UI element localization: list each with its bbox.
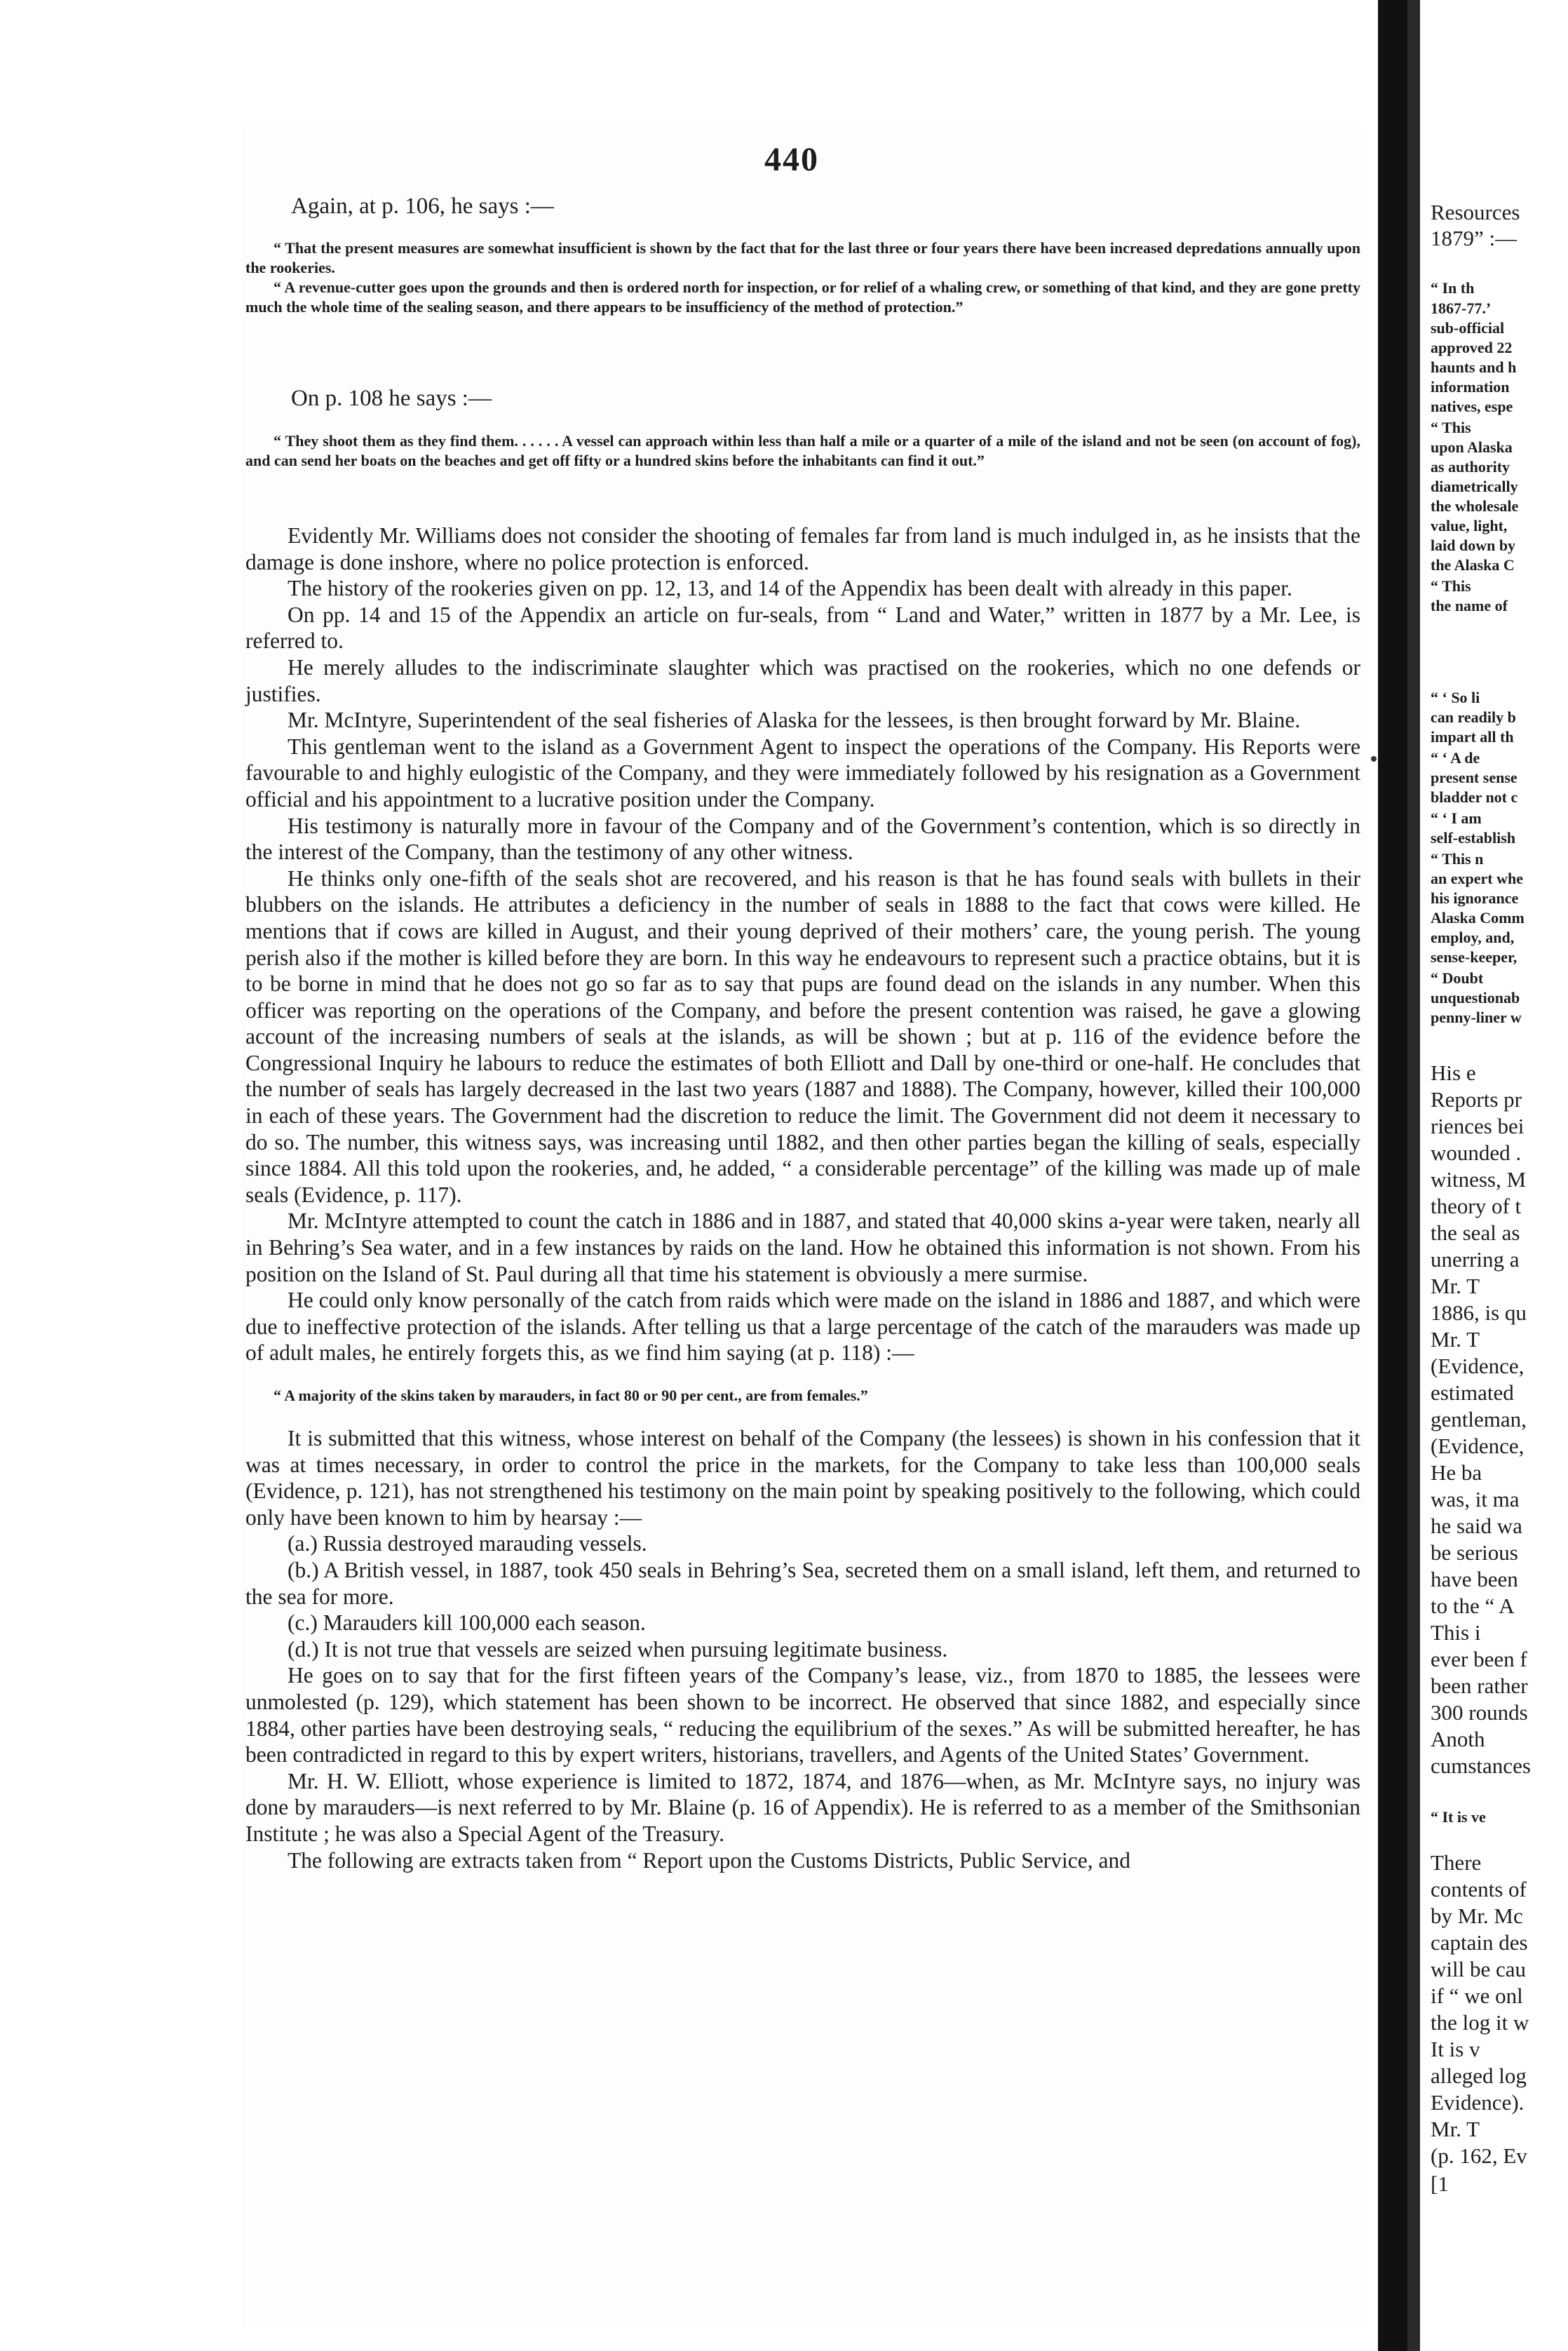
right-page-line: will be cau [1431, 1957, 1527, 1981]
right-page-line: alleged log [1431, 2063, 1527, 2088]
right-page-line: cumstances [1431, 1753, 1531, 1778]
right-page-line: the Alaska C [1431, 556, 1515, 574]
right-page-line: There [1431, 1850, 1482, 1875]
page-gutter-shadow [1407, 0, 1420, 2351]
right-page-line: captain des [1431, 1930, 1528, 1955]
right-page-line: an expert whe [1431, 870, 1523, 887]
right-page-line: estimated [1431, 1380, 1514, 1405]
right-page-line: It is v [1431, 2037, 1480, 2061]
right-page-line: ever been f [1431, 1647, 1527, 1671]
right-page-line: 1886, is qu [1431, 1300, 1527, 1325]
right-page-line: haunts and h [1431, 358, 1517, 376]
paragraph: Mr. McIntyre, Superintendent of the seal fisheries of Alaska for the lessees, is then brought forward by Mr. Blaine. [288, 708, 1301, 733]
right-page-line: can readily b [1431, 708, 1516, 726]
right-page-line: Alaska Comm [1431, 909, 1525, 927]
right-page-line: upon Alaska [1431, 438, 1513, 456]
paragraph: It is submitted that this witness, whose interest on behalf of the Company (the lessees) is shown in his confession that it was at times necessary, in order to control the price in the markets, for the Company to take less than 100,000 seals (Evidence, p. 121), has not strengthened his testimony on the main point by speaking positively to the following, which could only have been known to him by hearsay :— [245, 1426, 1360, 1530]
paragraph: Mr. McIntyre attempted to count the catch in 1886 and in 1887, and stated that 40,000 skins a-year were taken, nearly all in Behring’s Sea water, and in a few instances by raids on the land. How he obtained this information is not shown. From his position on the Island of St. Paul during all that time his statement is obviously a mere surmise. [245, 1208, 1360, 1286]
right-page-line: unquestionab [1431, 989, 1520, 1006]
right-page-line: unerring a [1431, 1247, 1520, 1272]
right-page-line: [1 [1431, 2171, 1449, 2196]
body-text [245, 523, 1360, 1873]
intro-2: On p. 108 he says :— [291, 386, 492, 411]
list-item: (c.) Marauders kill 100,000 each season. [288, 1610, 646, 1636]
quote-3: “ A majority of the skins taken by marauders, in fact 80 or 90 per cent., are from females.” [273, 1387, 868, 1404]
right-page-line: witness, M [1431, 1167, 1527, 1192]
right-page-line: his ignorance [1431, 889, 1519, 907]
right-page-line: 1867-77.’ [1431, 299, 1492, 317]
right-page-line: This i [1431, 1620, 1481, 1645]
paragraph: He could only know personally of the catch from raids which were made on the island in 1886 and 1887, and which were due to ineffective protection of the islands. After telling us that a large percentage of the catch of the marauders was made up of adult males, he entirely forgets this, as we find him saying (at p. 118) :— [245, 1288, 1360, 1366]
right-page-line: the seal as [1431, 1220, 1520, 1245]
right-page-line: He ba [1431, 1460, 1482, 1485]
quote-1-para: “ A revenue-cutter goes upon the grounds and then is ordered north for inspection, or for relief of a whaling crew, or something of that kind, and they are gone pretty much the whole time of the sealing season, and there appears to be insufficiency of the method of protection.” [245, 278, 1360, 316]
right-page-line: present sense [1431, 769, 1518, 786]
right-page-line: natives, espe [1431, 398, 1513, 415]
right-page-line: Reports pr [1431, 1087, 1522, 1112]
right-page-line: Mr. T [1431, 2117, 1480, 2141]
right-page-line: information [1431, 378, 1510, 396]
right-page-line: the name of [1431, 597, 1508, 614]
quote-2-para: “ They shoot them as they find them. . . . . . A vessel can approach within less than half a mile or a quarter of a mile of the island and not be seen (on account of fog), and can send her boats on the beaches and get off fifty or a hundred skins before the inhabitants can find it out.” [245, 432, 1360, 469]
right-page-line: His e [1431, 1060, 1476, 1085]
list-item: (d.) It is not true that vessels are seized when pursuing legitimate business. [288, 1636, 948, 1662]
right-page-line: riences bei [1431, 1114, 1525, 1138]
right-page-line: approved 22 [1431, 339, 1513, 356]
right-page-line: “ This [1431, 419, 1471, 436]
right-page-line: “ This [1431, 577, 1471, 595]
right-page-line: “ In th [1431, 279, 1475, 297]
right-page-line: wounded . [1431, 1140, 1522, 1165]
right-page-fragment [1420, 0, 1568, 2351]
right-page-line: sense-keeper, [1431, 948, 1518, 966]
paragraph: The history of the rookeries given on pp. 12, 13, and 14 of the Appendix has been dealt with already in this paper. [288, 576, 1292, 601]
right-page-line: by Mr. Mc [1431, 1904, 1523, 1928]
paragraph: On pp. 14 and 15 of the Appendix an article on fur-seals, from “ Land and Water,” written in 1877 by a Mr. Lee, is referred to. [245, 602, 1360, 654]
right-page-line: contents of [1431, 1877, 1527, 1901]
right-page-line: impart all th [1431, 728, 1514, 746]
paragraph: This gentleman went to the island as a Government Agent to inspect the operations of the Company. His Reports were favourable to and highly eulogistic of the Company, and they were immediately followed by his resignation as a Government official and his appointment to a lucrative position under the Company. [245, 734, 1360, 811]
right-page-line: Resources [1431, 200, 1520, 224]
ink-speck [1371, 756, 1377, 762]
right-page-line: value, light, [1431, 517, 1508, 534]
page-number: 440 [764, 141, 819, 178]
right-page-line: been rather [1431, 1673, 1528, 1698]
right-page-line: diametrically [1431, 478, 1518, 495]
right-page-line: 1879” :— [1431, 226, 1518, 250]
right-page-line: be serious [1431, 1540, 1518, 1565]
quote-1 [245, 238, 1360, 317]
right-page-line: “ This n [1431, 850, 1484, 868]
paragraph: The following are extracts taken from “ Report upon the Customs Districts, Public Service, and [288, 1847, 1130, 1873]
right-page-line: he said wa [1431, 1514, 1522, 1538]
right-page-line: theory of t [1431, 1194, 1522, 1218]
right-page-line: self-establish [1431, 829, 1515, 847]
left-page [242, 126, 1364, 2329]
right-page-line: (p. 162, Ev [1431, 2143, 1527, 2168]
right-page-line: “ Doubt [1431, 969, 1484, 987]
right-page-line: (Evidence, [1431, 1434, 1525, 1458]
page-gutter [1378, 0, 1407, 2351]
right-page-line: 300 rounds [1431, 1700, 1528, 1725]
paragraph: He merely alludes to the indiscriminate slaughter which was practised on the rookeries, which no one defends or justifies. [245, 654, 1360, 706]
paragraph: Evidently Mr. Williams does not consider the shooting of females far from land is much indulged in, as he insists that the damage is done inshore, where no police protection is enforced. [245, 523, 1360, 574]
list-item: (b.) A British vessel, in 1887, took 450 seals in Behring’s Sea, secreted them on a small island, left them, and returned to the sea for more. [245, 1557, 1360, 1609]
right-page-line: as authority [1431, 458, 1510, 476]
right-page-line: have been [1431, 1567, 1518, 1591]
right-page-line: “ ‘ I am [1431, 809, 1482, 827]
quote-2 [245, 431, 1360, 471]
right-page-line: “ ‘ A de [1431, 749, 1480, 767]
quote-1-para: “ That the present measures are somewhat insufficient is shown by the fact that for the last three or four years there have been increased depredations annually upon the rookeries. [245, 239, 1360, 276]
right-page-line: the log it w [1431, 2010, 1529, 2035]
right-page-line: Mr. T [1431, 1274, 1480, 1298]
right-page-line: employ, and, [1431, 929, 1515, 946]
right-page-line: “ ‘ So li [1431, 689, 1480, 706]
right-page-line: Anoth [1431, 1727, 1485, 1751]
right-page-line: penny-liner w [1431, 1009, 1522, 1026]
right-page-line: “ It is ve [1431, 1808, 1486, 1826]
right-page-line: sub-official [1431, 319, 1505, 337]
right-page-line: gentleman, [1431, 1407, 1527, 1432]
right-page-line: laid down by [1431, 537, 1516, 554]
paragraph: He goes on to say that for the first fifteen years of the Company’s lease, viz., from 1870 to 1885, the lessees were unmolested (p. 129), which statement has been shown to be incorrect. He observed that since 1882, and especially since 1884, other parties have been destroying seals, “ reducing the equilibrium of the sexes.” As will be submitted hereafter, he has been contradicted in regard to this by expert writers, historians, travellers, and Agents of the United States’ Government. [245, 1663, 1360, 1767]
right-page-line: was, it ma [1431, 1487, 1520, 1511]
right-page-line: if “ we onl [1431, 1983, 1523, 2008]
right-page-line: Mr. T [1431, 1327, 1480, 1352]
intro-1: Again, at p. 106, he says :— [291, 194, 554, 219]
paragraph: Mr. H. W. Elliott, whose experience is limited to 1872, 1874, and 1876—when, as Mr. McIntyre says, no injury was done by marauders—is next referred to by Mr. Blaine (p. 16 of Appendix). He is referred to as a member of the Smithsonian Institute ; he was also a Special Agent of the Treasury. [245, 1768, 1360, 1846]
right-page-line: the wholesale [1431, 497, 1519, 515]
right-page-line: to the “ A [1431, 1594, 1515, 1618]
paragraph: His testimony is naturally more in favour of the Company and of the Government’s contention, which is so directly in the interest of the Company, than the testimony of any other witness. [245, 813, 1360, 865]
right-page-line: bladder not c [1431, 788, 1518, 806]
right-page-line: (Evidence, [1431, 1354, 1525, 1378]
right-page-line: Evidence). [1431, 2090, 1525, 2115]
paragraph: He thinks only one-fifth of the seals shot are recovered, and his reason is that he has found seals with bullets in their blubbers on the islands. He attributes a deficiency in the number of seals in 1888 to the fact that cows were killed. He mentions that if cows are killed in August, and their young deprived of their mothers’ care, the young perish. The young perish also if the mother is killed before they are born. In this way he endeavours to represent such a practice obtains, but it is to be borne in mind that he does not go so far as to say that pups are found dead on the islands in any number. When this officer was reporting on the operations of the Company, and before the present contention was raised, he gave a glowing account of the increasing numbers of seals at the islands, as will be shown ; but at p. 116 of the evidence before the Congressional Inquiry he labours to reduce the estimates of both Elliott and Dall by one-third or one-half. He concludes that the number of seals has largely decreased in the last two years (1887 and 1888). The Company, however, killed their 100,000 in each of these years. The Government had the discretion to reduce the limit. The Government did not deem it necessary to do so. The number, this witness says, was increasing until 1882, and then other parties began the killing of seals, especially since 1884. All this told upon the rookeries, and, he added, “ a considerable percentage” of the killing was made up of male seals (Evidence, p. 117). [245, 865, 1360, 1207]
list-item: (a.) Russia destroyed marauding vessels. [288, 1531, 647, 1556]
